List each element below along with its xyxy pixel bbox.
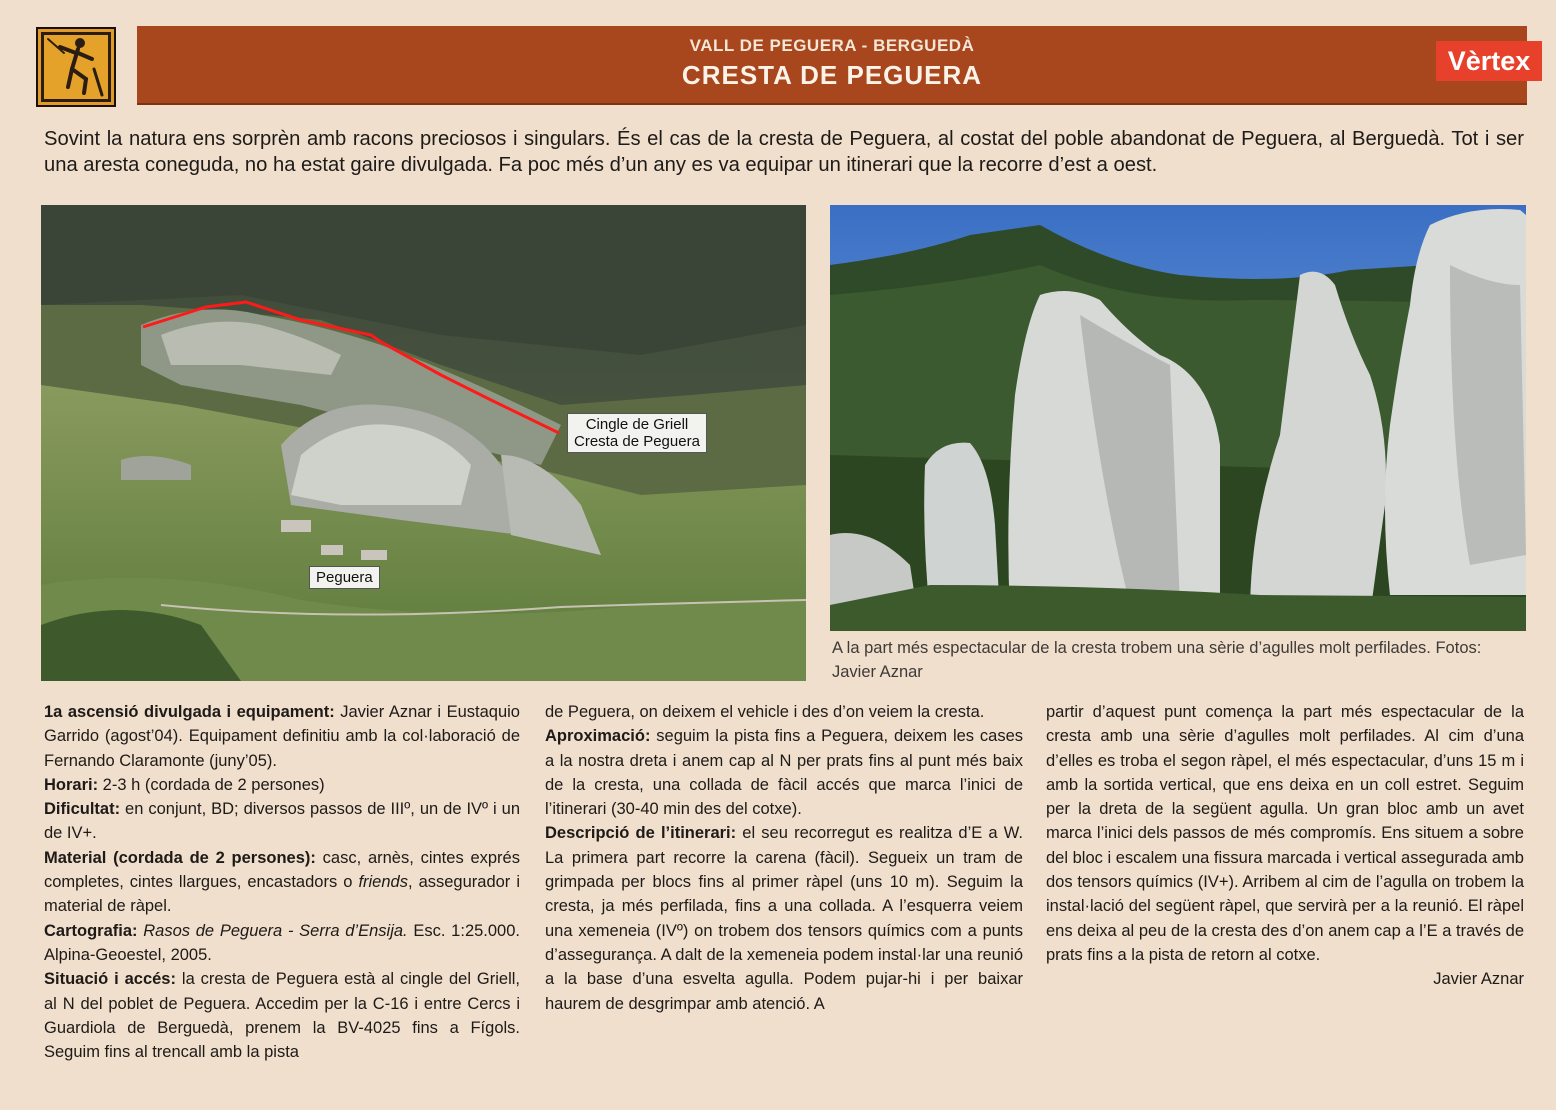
needles-photo [830, 205, 1526, 631]
ridge-label-line-2: Cresta de Peguera [574, 433, 700, 450]
aproximacio-label: Aproximació: [545, 727, 651, 746]
material-label: Material (cordada de 2 persones): [44, 848, 316, 867]
cartografia-paragraph [44, 919, 520, 968]
photo-caption: A la part més espectacular de la cresta trobem una sèrie d’agulles molt perfilades. Fotos: Javier Aznar [832, 639, 1482, 681]
column-1 [44, 700, 520, 1064]
intro-paragraph: Sovint la natura ens sorprèn amb racons preciosos i singulars. És el cas de la cresta de Peguera, al costat del poble abandonat de Peguera, al Berguedà. Tot i ser una aresta coneguda, no ha estat gaire divulgada. Fa poc més d’un any es va equipar un itinerari que la recorre d’est a oest. [44, 128, 1524, 176]
material-text-1: casc, arnès, cintes exprés completes, cintes llargues, encastadors o [44, 848, 520, 892]
header-subtitle: VALL DE PEGUERA - BERGUEDÀ [689, 36, 975, 55]
cont-paragraph: de Peguera, on deixem el vehicle i des d’on veiem la cresta. [545, 703, 985, 721]
column-3 [1046, 700, 1524, 992]
column-2 [545, 700, 1023, 1016]
aproximacio-text: seguim la pista fins a Peguera, deixem les cases a la nostra dreta i anem cap al N per prats fins al punt més baix de la cresta, una collada de fàcil accés que marca l’inici de l’itinerari (30-40 min des del cotxe). [545, 727, 1023, 819]
climber-logo-icon [36, 27, 116, 107]
horari-paragraph [44, 773, 520, 797]
valley-photo [41, 205, 806, 681]
descripcio-label: Descripció de l’itinerari: [545, 824, 737, 843]
dificultat-label: Dificultat: [44, 800, 121, 819]
material-text-2: , assegurador i material de ràpel. [44, 873, 520, 916]
ascensio-text: Javier Aznar i Eustaquio Garrido (agost’04). Equipament definitiu amb la col·laboració de Fernando Claramonte (juny’05). [44, 703, 520, 770]
cartografia-text: Esc. 1:25.000. Alpina-Geoestel, 2005. [44, 921, 520, 964]
situacio-text: la cresta de Peguera està al cingle del Griell, al N del poblet de Peguera. Accedim per la C-16 i entre Cercs i Guardiola de Berguedà, prenem la BV-4025 fins a Fígols. Seguim fins al trencall amb la pista [44, 970, 521, 1062]
ascensio-label: 1a ascensió divulgada i equipament: [44, 703, 335, 721]
ridge-label [567, 413, 707, 453]
material-paragraph [44, 846, 520, 919]
ascensio-paragraph [44, 700, 520, 773]
ridge-label-line-1: Cingle de Griell [585, 416, 689, 433]
dificultat-text: en conjunt, BD; diversos passos de IIIº, un de IVº i un de IV+. [44, 800, 520, 843]
descripcio-text: el seu recorregut es realitza d’E a W. La primera part recorre la carena (fàcil). Segueix un tram de grimpada per blocs fins al primer ràpel (uns 10 m). Seguim la cresta, ja més perfilada, fins a una collada. A l’esquerra veiem una xemeneia (IVº) on trobem dos tensors químics com a punts d’assegurança. A dalt de la xemeneia podem instal·lar una reunió a la base d’una esvelta agulla. Podem pujar-hi i per baixar haurem de desgrimpar amb atenció. A [545, 824, 1023, 1013]
material-italic: friends [358, 873, 408, 892]
brand-logo: Vèrtex [1436, 41, 1542, 81]
situacio-paragraph [44, 967, 520, 1064]
situacio-label: Situació i accés: [44, 970, 176, 989]
itinerary-continuation: partir d’aquest punt comença la part més espectacular de la cresta amb una sèrie d’agulles molt perfilades. Al cim d’una d’elles es troba el segon ràpel, el més espectacular, d’uns 15 m i amb la sortida vertical, que ens deixa en un coll estret. Seguim per la dreta de la següent agulla. Un gran bloc amb un avet marca l’inici dels passos de més compromís. Ens situem a sobre del bloc i escalem una fissura marcada i vertical assegurada amb dos tensors químics (IV+). Arribem al cim de l’agulla on trobem la instal·lació del següent ràpel, que servirà per a la reunió. El ràpel ens deixa al peu de la cresta des d’on anem cap a l’E a través de prats fins a la pista de retorn al cotxe. [1046, 703, 1524, 964]
dificultat-paragraph [44, 797, 520, 846]
aproximacio-paragraph [545, 724, 1023, 821]
horari-label: Horari: [44, 775, 99, 794]
cartografia-italic: Rasos de Peguera - Serra d’Ensija. [137, 921, 408, 940]
cartografia-label: Cartografia: [44, 921, 138, 940]
descripcio-paragraph [545, 821, 1023, 1015]
horari-text: 2-3 h (cordada de 2 persones) [98, 775, 325, 794]
village-label: Peguera [309, 566, 380, 589]
author-signature: Javier Aznar [1433, 970, 1524, 989]
header-banner [137, 26, 1527, 105]
header-title: CRESTA DE PEGUERA [681, 60, 983, 90]
